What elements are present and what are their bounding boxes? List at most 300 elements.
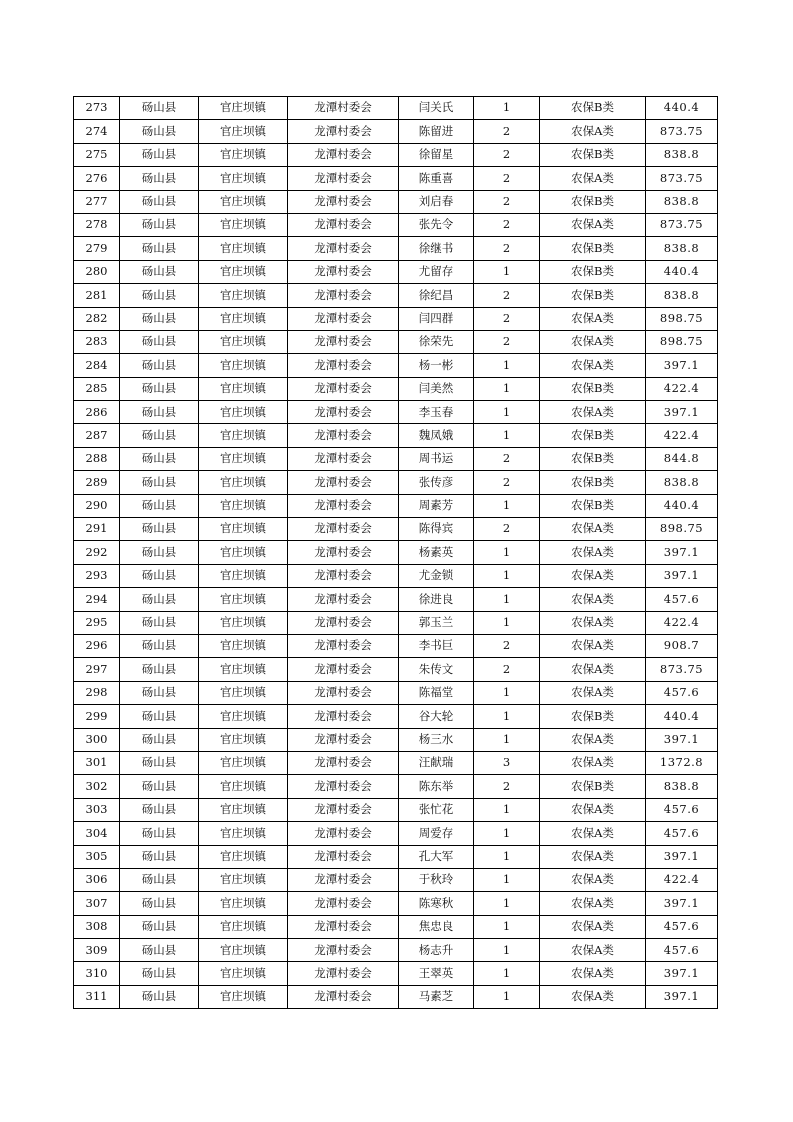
- household-count-cell: 2: [474, 143, 540, 166]
- table-row: [74, 354, 718, 377]
- town-cell: 官庄坝镇: [199, 588, 288, 611]
- village-cell: 龙潭村委会: [288, 985, 399, 1008]
- household-count-cell: 1: [474, 705, 540, 728]
- county-cell: 砀山县: [120, 518, 199, 541]
- table-row: [74, 775, 718, 798]
- village-cell: 龙潭村委会: [288, 471, 399, 494]
- household-count-cell: 2: [474, 518, 540, 541]
- category-cell: 农保A类: [540, 518, 646, 541]
- county-cell: 砀山县: [120, 307, 199, 330]
- table-row: [74, 962, 718, 985]
- county-cell: 砀山县: [120, 167, 199, 190]
- serial-cell: 274: [74, 120, 120, 143]
- county-cell: 砀山县: [120, 424, 199, 447]
- serial-cell: 293: [74, 564, 120, 587]
- household-count-cell: 1: [474, 939, 540, 962]
- household-count-cell: 2: [474, 330, 540, 353]
- household-count-cell: 1: [474, 962, 540, 985]
- county-cell: 砀山县: [120, 447, 199, 470]
- name-cell: 周素芳: [399, 494, 474, 517]
- table-row: [74, 307, 718, 330]
- name-cell: 于秋玲: [399, 868, 474, 891]
- category-cell: 农保B类: [540, 284, 646, 307]
- county-cell: 砀山县: [120, 892, 199, 915]
- town-cell: 官庄坝镇: [199, 447, 288, 470]
- village-cell: 龙潭村委会: [288, 798, 399, 821]
- village-cell: 龙潭村委会: [288, 260, 399, 283]
- category-cell: 农保A类: [540, 588, 646, 611]
- name-cell: 马素芝: [399, 985, 474, 1008]
- name-cell: 焦忠良: [399, 915, 474, 938]
- village-cell: 龙潭村委会: [288, 354, 399, 377]
- household-count-cell: 2: [474, 167, 540, 190]
- village-cell: 龙潭村委会: [288, 611, 399, 634]
- county-cell: 砀山县: [120, 494, 199, 517]
- amount-cell: 397.1: [646, 892, 718, 915]
- household-count-cell: 2: [474, 658, 540, 681]
- serial-cell: 301: [74, 751, 120, 774]
- town-cell: 官庄坝镇: [199, 330, 288, 353]
- county-cell: 砀山县: [120, 190, 199, 213]
- household-count-cell: 3: [474, 751, 540, 774]
- category-cell: 农保B类: [540, 190, 646, 213]
- village-cell: 龙潭村委会: [288, 401, 399, 424]
- name-cell: 尤金锁: [399, 564, 474, 587]
- household-count-cell: 1: [474, 541, 540, 564]
- table-row: [74, 284, 718, 307]
- town-cell: 官庄坝镇: [199, 401, 288, 424]
- village-cell: 龙潭村委会: [288, 822, 399, 845]
- amount-cell: 898.75: [646, 307, 718, 330]
- category-cell: 农保A类: [540, 681, 646, 704]
- town-cell: 官庄坝镇: [199, 939, 288, 962]
- category-cell: 农保B类: [540, 424, 646, 447]
- town-cell: 官庄坝镇: [199, 658, 288, 681]
- table-row: [74, 213, 718, 236]
- amount-cell: 397.1: [646, 985, 718, 1008]
- name-cell: 李玉春: [399, 401, 474, 424]
- category-cell: 农保A类: [540, 962, 646, 985]
- table-row: [74, 237, 718, 260]
- amount-cell: 873.75: [646, 213, 718, 236]
- county-cell: 砀山县: [120, 868, 199, 891]
- serial-cell: 311: [74, 985, 120, 1008]
- name-cell: 杨一彬: [399, 354, 474, 377]
- serial-cell: 306: [74, 868, 120, 891]
- serial-cell: 308: [74, 915, 120, 938]
- county-cell: 砀山县: [120, 915, 199, 938]
- table-row: [74, 564, 718, 587]
- serial-cell: 289: [74, 471, 120, 494]
- village-cell: 龙潭村委会: [288, 845, 399, 868]
- household-count-cell: 1: [474, 681, 540, 704]
- serial-cell: 297: [74, 658, 120, 681]
- town-cell: 官庄坝镇: [199, 471, 288, 494]
- village-cell: 龙潭村委会: [288, 564, 399, 587]
- county-cell: 砀山县: [120, 588, 199, 611]
- county-cell: 砀山县: [120, 237, 199, 260]
- serial-cell: 310: [74, 962, 120, 985]
- county-cell: 砀山县: [120, 564, 199, 587]
- household-count-cell: 1: [474, 260, 540, 283]
- table-row: [74, 377, 718, 400]
- county-cell: 砀山县: [120, 939, 199, 962]
- amount-cell: 397.1: [646, 845, 718, 868]
- village-cell: 龙潭村委会: [288, 120, 399, 143]
- town-cell: 官庄坝镇: [199, 845, 288, 868]
- category-cell: 农保A类: [540, 634, 646, 657]
- county-cell: 砀山县: [120, 377, 199, 400]
- name-cell: 李书巨: [399, 634, 474, 657]
- amount-cell: 397.1: [646, 354, 718, 377]
- table-row: [74, 97, 718, 120]
- amount-cell: 422.4: [646, 611, 718, 634]
- village-cell: 龙潭村委会: [288, 97, 399, 120]
- serial-cell: 303: [74, 798, 120, 821]
- table-row: [74, 634, 718, 657]
- household-count-cell: 1: [474, 868, 540, 891]
- category-cell: 农保B类: [540, 97, 646, 120]
- serial-cell: 295: [74, 611, 120, 634]
- household-count-cell: 2: [474, 471, 540, 494]
- table-row: [74, 167, 718, 190]
- name-cell: 张忙花: [399, 798, 474, 821]
- household-count-cell: 1: [474, 985, 540, 1008]
- category-cell: 农保B类: [540, 471, 646, 494]
- table-row: [74, 541, 718, 564]
- county-cell: 砀山县: [120, 845, 199, 868]
- town-cell: 官庄坝镇: [199, 775, 288, 798]
- serial-cell: 290: [74, 494, 120, 517]
- town-cell: 官庄坝镇: [199, 190, 288, 213]
- village-cell: 龙潭村委会: [288, 728, 399, 751]
- village-cell: 龙潭村委会: [288, 377, 399, 400]
- serial-cell: 277: [74, 190, 120, 213]
- county-cell: 砀山县: [120, 354, 199, 377]
- town-cell: 官庄坝镇: [199, 564, 288, 587]
- name-cell: 张先令: [399, 213, 474, 236]
- name-cell: 闫四群: [399, 307, 474, 330]
- amount-cell: 898.75: [646, 518, 718, 541]
- table-row: [74, 588, 718, 611]
- serial-cell: 292: [74, 541, 120, 564]
- table-row: [74, 985, 718, 1008]
- town-cell: 官庄坝镇: [199, 354, 288, 377]
- town-cell: 官庄坝镇: [199, 985, 288, 1008]
- town-cell: 官庄坝镇: [199, 167, 288, 190]
- serial-cell: 283: [74, 330, 120, 353]
- county-cell: 砀山县: [120, 705, 199, 728]
- category-cell: 农保A类: [540, 611, 646, 634]
- table-row: [74, 190, 718, 213]
- category-cell: 农保A类: [540, 892, 646, 915]
- village-cell: 龙潭村委会: [288, 658, 399, 681]
- town-cell: 官庄坝镇: [199, 962, 288, 985]
- amount-cell: 397.1: [646, 564, 718, 587]
- amount-cell: 873.75: [646, 658, 718, 681]
- village-cell: 龙潭村委会: [288, 424, 399, 447]
- village-cell: 龙潭村委会: [288, 775, 399, 798]
- amount-cell: 397.1: [646, 541, 718, 564]
- serial-cell: 296: [74, 634, 120, 657]
- name-cell: 徐纪昌: [399, 284, 474, 307]
- town-cell: 官庄坝镇: [199, 284, 288, 307]
- amount-cell: 422.4: [646, 868, 718, 891]
- category-cell: 农保A类: [540, 868, 646, 891]
- household-count-cell: 2: [474, 284, 540, 307]
- town-cell: 官庄坝镇: [199, 728, 288, 751]
- amount-cell: 457.6: [646, 588, 718, 611]
- amount-cell: 457.6: [646, 822, 718, 845]
- table-row: [74, 518, 718, 541]
- table-row: [74, 611, 718, 634]
- name-cell: 陈得宾: [399, 518, 474, 541]
- household-count-cell: 1: [474, 728, 540, 751]
- amount-cell: 457.6: [646, 939, 718, 962]
- household-count-cell: 1: [474, 822, 540, 845]
- category-cell: 农保A类: [540, 401, 646, 424]
- category-cell: 农保B类: [540, 447, 646, 470]
- amount-cell: 397.1: [646, 962, 718, 985]
- name-cell: 尤留存: [399, 260, 474, 283]
- name-cell: 王翠英: [399, 962, 474, 985]
- category-cell: 农保A类: [540, 728, 646, 751]
- table-row: [74, 751, 718, 774]
- serial-cell: 278: [74, 213, 120, 236]
- amount-cell: 838.8: [646, 775, 718, 798]
- county-cell: 砀山县: [120, 985, 199, 1008]
- amount-cell: 422.4: [646, 377, 718, 400]
- town-cell: 官庄坝镇: [199, 260, 288, 283]
- town-cell: 官庄坝镇: [199, 751, 288, 774]
- serial-cell: 309: [74, 939, 120, 962]
- serial-cell: 304: [74, 822, 120, 845]
- name-cell: 周爱存: [399, 822, 474, 845]
- town-cell: 官庄坝镇: [199, 634, 288, 657]
- table-row: [74, 260, 718, 283]
- category-cell: 农保A类: [540, 213, 646, 236]
- household-count-cell: 1: [474, 798, 540, 821]
- village-cell: 龙潭村委会: [288, 751, 399, 774]
- village-cell: 龙潭村委会: [288, 962, 399, 985]
- county-cell: 砀山县: [120, 260, 199, 283]
- county-cell: 砀山县: [120, 751, 199, 774]
- village-cell: 龙潭村委会: [288, 705, 399, 728]
- household-count-cell: 1: [474, 845, 540, 868]
- category-cell: 农保A类: [540, 798, 646, 821]
- village-cell: 龙潭村委会: [288, 541, 399, 564]
- serial-cell: 281: [74, 284, 120, 307]
- name-cell: 陈寒秋: [399, 892, 474, 915]
- name-cell: 孔大军: [399, 845, 474, 868]
- table-row: [74, 892, 718, 915]
- name-cell: 刘启春: [399, 190, 474, 213]
- amount-cell: 844.8: [646, 447, 718, 470]
- table-body: [74, 97, 718, 1009]
- household-count-cell: 2: [474, 120, 540, 143]
- household-count-cell: 2: [474, 447, 540, 470]
- county-cell: 砀山县: [120, 775, 199, 798]
- village-cell: 龙潭村委会: [288, 939, 399, 962]
- serial-cell: 298: [74, 681, 120, 704]
- category-cell: 农保A类: [540, 120, 646, 143]
- town-cell: 官庄坝镇: [199, 237, 288, 260]
- county-cell: 砀山县: [120, 681, 199, 704]
- county-cell: 砀山县: [120, 962, 199, 985]
- category-cell: 农保A类: [540, 658, 646, 681]
- name-cell: 闫关氏: [399, 97, 474, 120]
- village-cell: 龙潭村委会: [288, 330, 399, 353]
- name-cell: 徐进良: [399, 588, 474, 611]
- serial-cell: 307: [74, 892, 120, 915]
- serial-cell: 286: [74, 401, 120, 424]
- town-cell: 官庄坝镇: [199, 307, 288, 330]
- table-row: [74, 822, 718, 845]
- serial-cell: 300: [74, 728, 120, 751]
- amount-cell: 457.6: [646, 915, 718, 938]
- table-row: [74, 681, 718, 704]
- town-cell: 官庄坝镇: [199, 681, 288, 704]
- amount-cell: 873.75: [646, 167, 718, 190]
- county-cell: 砀山县: [120, 471, 199, 494]
- village-cell: 龙潭村委会: [288, 892, 399, 915]
- name-cell: 杨素英: [399, 541, 474, 564]
- household-count-cell: 2: [474, 213, 540, 236]
- name-cell: 徐荣先: [399, 330, 474, 353]
- serial-cell: 273: [74, 97, 120, 120]
- household-count-cell: 1: [474, 424, 540, 447]
- village-cell: 龙潭村委会: [288, 307, 399, 330]
- table-row: [74, 424, 718, 447]
- table-row: [74, 330, 718, 353]
- table-row: [74, 401, 718, 424]
- county-cell: 砀山县: [120, 330, 199, 353]
- category-cell: 农保A类: [540, 939, 646, 962]
- town-cell: 官庄坝镇: [199, 143, 288, 166]
- town-cell: 官庄坝镇: [199, 120, 288, 143]
- serial-cell: 275: [74, 143, 120, 166]
- amount-cell: 873.75: [646, 120, 718, 143]
- category-cell: 农保A类: [540, 915, 646, 938]
- table-row: [74, 143, 718, 166]
- village-cell: 龙潭村委会: [288, 143, 399, 166]
- table-row: [74, 447, 718, 470]
- name-cell: 陈福堂: [399, 681, 474, 704]
- county-cell: 砀山县: [120, 143, 199, 166]
- table-row: [74, 728, 718, 751]
- county-cell: 砀山县: [120, 658, 199, 681]
- village-cell: 龙潭村委会: [288, 915, 399, 938]
- name-cell: 陈重喜: [399, 167, 474, 190]
- amount-cell: 440.4: [646, 97, 718, 120]
- village-cell: 龙潭村委会: [288, 284, 399, 307]
- county-cell: 砀山县: [120, 728, 199, 751]
- name-cell: 闫美然: [399, 377, 474, 400]
- category-cell: 农保A类: [540, 307, 646, 330]
- village-cell: 龙潭村委会: [288, 634, 399, 657]
- amount-cell: 397.1: [646, 728, 718, 751]
- amount-cell: 838.8: [646, 143, 718, 166]
- amount-cell: 440.4: [646, 494, 718, 517]
- name-cell: 陈留进: [399, 120, 474, 143]
- household-count-cell: 1: [474, 915, 540, 938]
- serial-cell: 284: [74, 354, 120, 377]
- serial-cell: 299: [74, 705, 120, 728]
- name-cell: 魏凤娥: [399, 424, 474, 447]
- name-cell: 杨三水: [399, 728, 474, 751]
- county-cell: 砀山县: [120, 798, 199, 821]
- category-cell: 农保A类: [540, 751, 646, 774]
- category-cell: 农保A类: [540, 541, 646, 564]
- amount-cell: 898.75: [646, 330, 718, 353]
- village-cell: 龙潭村委会: [288, 167, 399, 190]
- serial-cell: 305: [74, 845, 120, 868]
- category-cell: 农保B类: [540, 705, 646, 728]
- serial-cell: 280: [74, 260, 120, 283]
- name-cell: 徐留星: [399, 143, 474, 166]
- serial-cell: 294: [74, 588, 120, 611]
- serial-cell: 276: [74, 167, 120, 190]
- town-cell: 官庄坝镇: [199, 541, 288, 564]
- name-cell: 汪献瑞: [399, 751, 474, 774]
- name-cell: 郭玉兰: [399, 611, 474, 634]
- household-count-cell: 2: [474, 237, 540, 260]
- name-cell: 徐继书: [399, 237, 474, 260]
- table-row: [74, 798, 718, 821]
- table-row: [74, 939, 718, 962]
- town-cell: 官庄坝镇: [199, 822, 288, 845]
- amount-cell: 440.4: [646, 705, 718, 728]
- town-cell: 官庄坝镇: [199, 213, 288, 236]
- county-cell: 砀山县: [120, 120, 199, 143]
- category-cell: 农保B类: [540, 237, 646, 260]
- amount-cell: 457.6: [646, 798, 718, 821]
- serial-cell: 279: [74, 237, 120, 260]
- household-count-cell: 2: [474, 307, 540, 330]
- category-cell: 农保A类: [540, 167, 646, 190]
- amount-cell: 838.8: [646, 190, 718, 213]
- serial-cell: 291: [74, 518, 120, 541]
- amount-cell: 422.4: [646, 424, 718, 447]
- serial-cell: 288: [74, 447, 120, 470]
- amount-cell: 440.4: [646, 260, 718, 283]
- category-cell: 农保A类: [540, 330, 646, 353]
- household-count-cell: 1: [474, 892, 540, 915]
- category-cell: 农保A类: [540, 985, 646, 1008]
- town-cell: 官庄坝镇: [199, 705, 288, 728]
- town-cell: 官庄坝镇: [199, 494, 288, 517]
- town-cell: 官庄坝镇: [199, 798, 288, 821]
- household-count-cell: 1: [474, 588, 540, 611]
- village-cell: 龙潭村委会: [288, 681, 399, 704]
- category-cell: 农保B类: [540, 260, 646, 283]
- name-cell: 朱传文: [399, 658, 474, 681]
- amount-cell: 838.8: [646, 471, 718, 494]
- village-cell: 龙潭村委会: [288, 494, 399, 517]
- town-cell: 官庄坝镇: [199, 915, 288, 938]
- county-cell: 砀山县: [120, 401, 199, 424]
- category-cell: 农保A类: [540, 564, 646, 587]
- household-count-cell: 1: [474, 611, 540, 634]
- category-cell: 农保B类: [540, 775, 646, 798]
- village-cell: 龙潭村委会: [288, 588, 399, 611]
- serial-cell: 282: [74, 307, 120, 330]
- table-row: [74, 915, 718, 938]
- village-cell: 龙潭村委会: [288, 868, 399, 891]
- amount-cell: 1372.8: [646, 751, 718, 774]
- category-cell: 农保A类: [540, 822, 646, 845]
- table-row: [74, 494, 718, 517]
